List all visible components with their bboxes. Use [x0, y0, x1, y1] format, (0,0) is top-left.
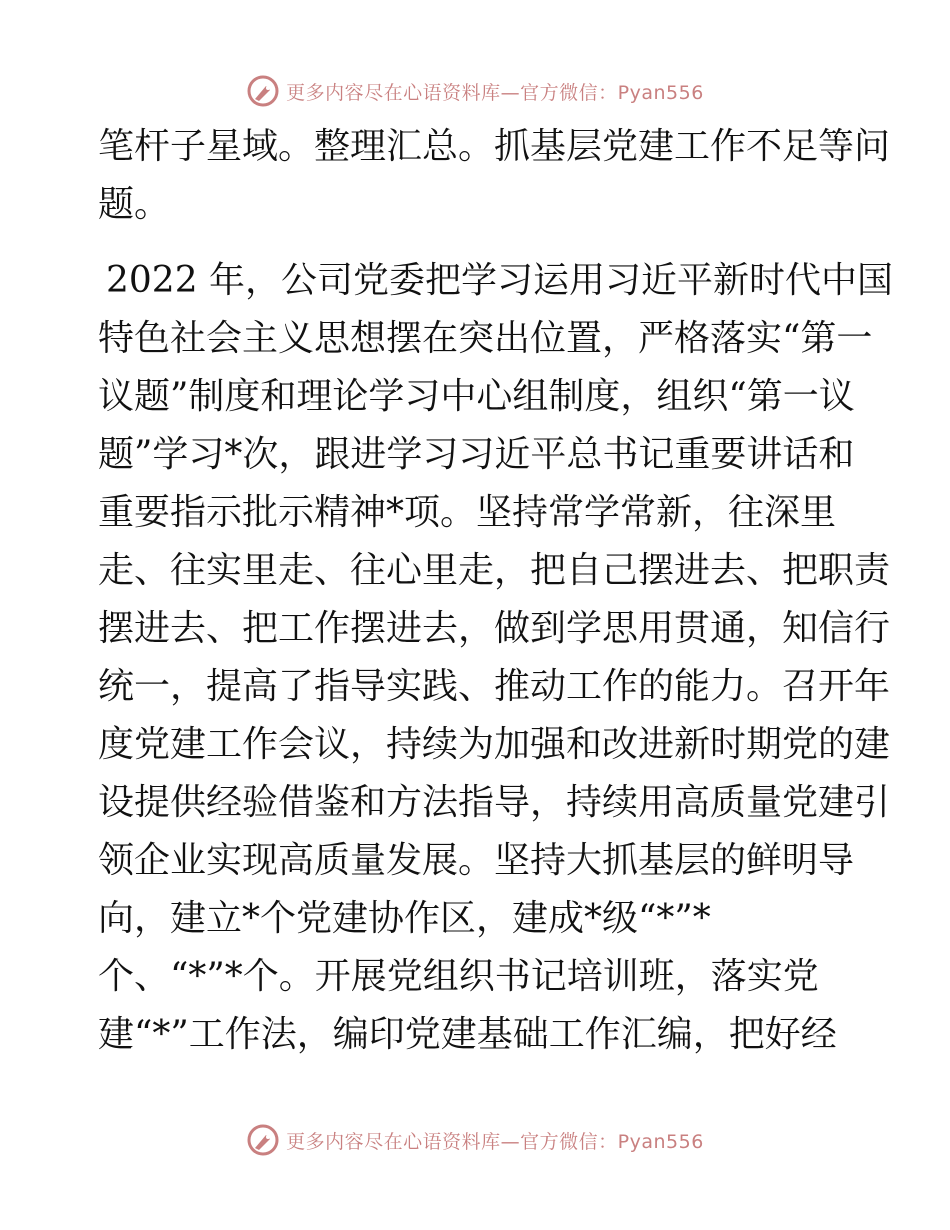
- header-watermark: [0, 71, 950, 111]
- document-body: [98, 118, 894, 1064]
- text-line: 度党建工作会议，持续为加强和改进新时期党的建: [98, 724, 891, 765]
- text-line: 建“*”工作法，编印党建基础工作汇编，把好经: [98, 1014, 837, 1055]
- text-line: 题。: [98, 184, 171, 225]
- watermark-text: 更多内容尽在心语资料库—官方微信：Pyan556: [286, 81, 704, 104]
- footer-watermark: [0, 1120, 950, 1160]
- text-line: 笔杆子星域。整理汇总。抓基层党建工作不足等问: [98, 126, 891, 167]
- paragraph-1: [98, 118, 891, 234]
- text-line: 统一，提高了指导实践、推动工作的能力。召开年: [98, 666, 891, 707]
- text-line: 向，建立*个党建协作区，建成*级“*”*: [98, 898, 711, 939]
- text-line: 领企业实现高质量发展。坚持大抓基层的鲜明导: [98, 840, 855, 881]
- text-line: 个、“*”*个。开展党组织书记培训班，落实党: [98, 956, 819, 997]
- watermark-text: 更多内容尽在心语资料库—官方微信：Pyan556: [286, 1130, 704, 1153]
- text-line: 议题”制度和理论学习中心组制度，组织“第一议: [98, 376, 855, 417]
- text-line: 设提供经验借鉴和方法指导，持续用高质量党建引: [98, 782, 891, 823]
- text-line: 特色社会主义思想摆在突出位置，严格落实“第一: [98, 318, 873, 359]
- pen-nib-circle-icon: [246, 74, 280, 108]
- paragraph-2: [98, 252, 894, 1064]
- text-line: 2022 年，公司党委把学习运用习近平新时代中国: [106, 260, 894, 301]
- text-line: 摆进去、把工作摆进去，做到学思用贯通，知信行: [98, 608, 891, 649]
- pen-nib-circle-icon: [246, 1123, 280, 1157]
- text-line: 题”学习*次，跟进学习习近平总书记重要讲话和: [98, 434, 855, 475]
- text-line: 重要指示批示精神*项。坚持常学常新，往深里: [98, 492, 837, 533]
- text-line: 走、往实里走、往心里走，把自己摆进去、把职责: [98, 550, 891, 591]
